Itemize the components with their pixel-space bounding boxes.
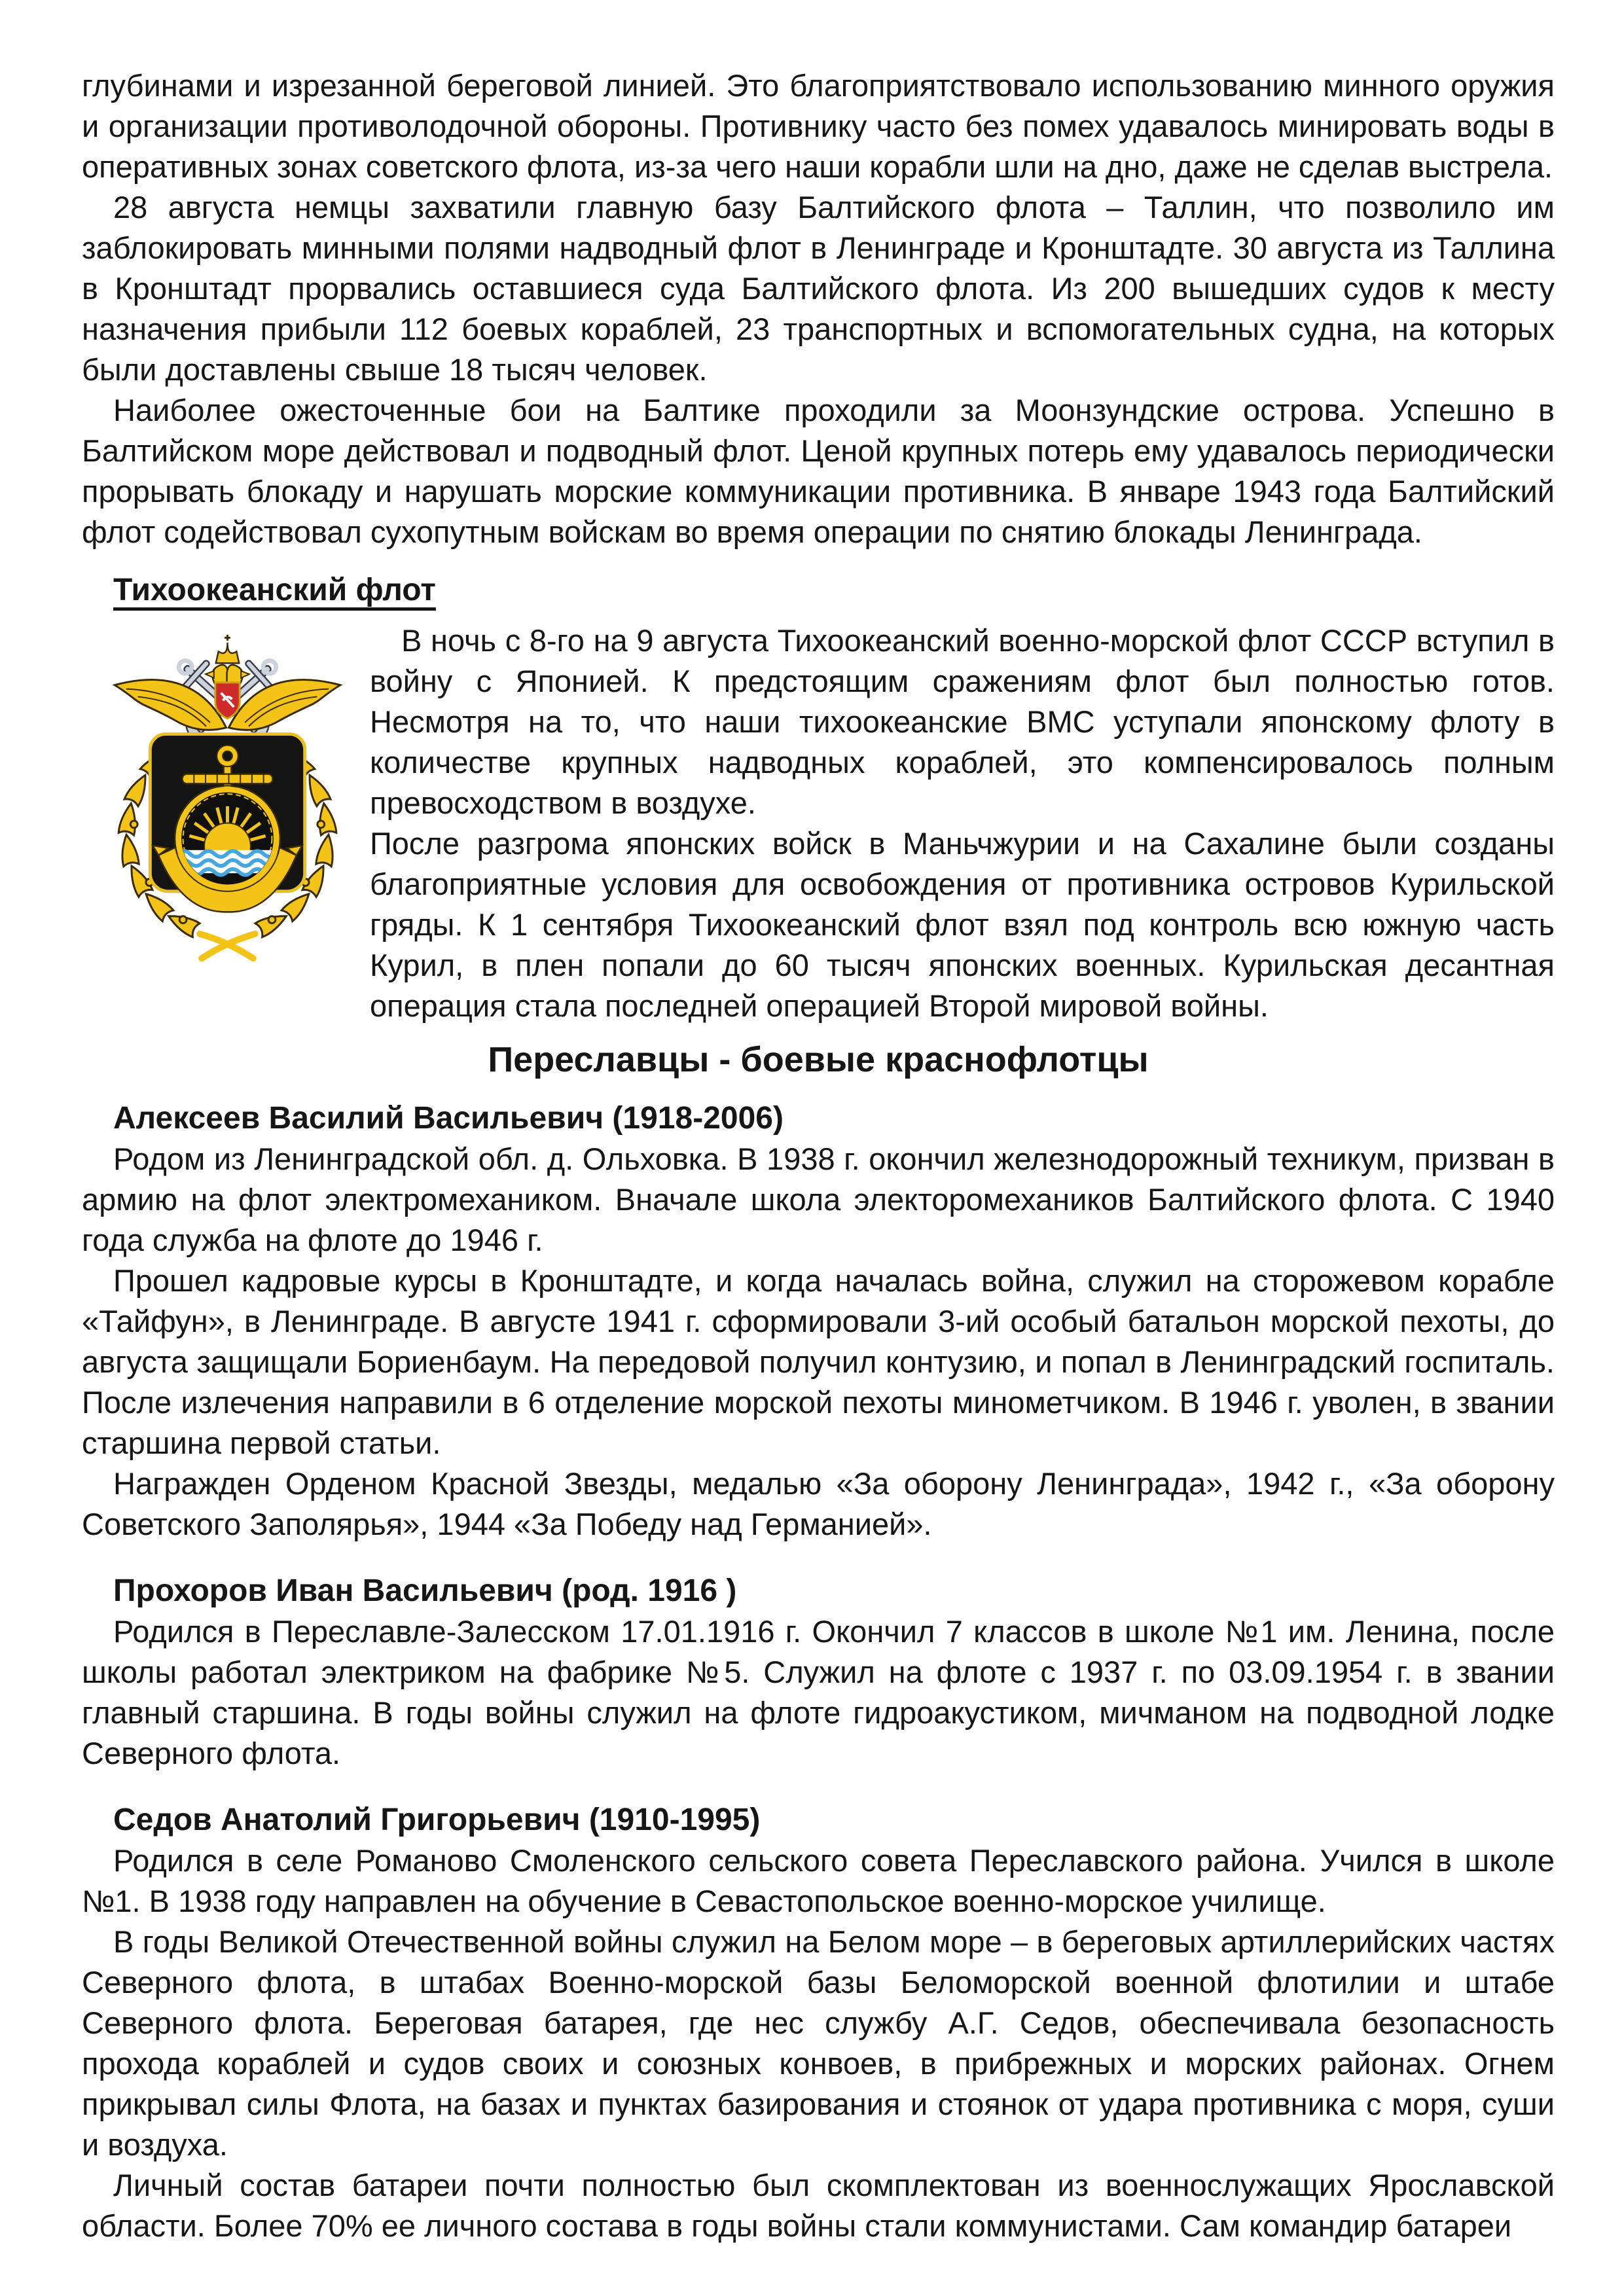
pacific-fleet-section — [82, 611, 1555, 1026]
section-heading-pacific-fleet — [82, 569, 1555, 611]
pacific-fleet-text — [370, 620, 1555, 1026]
bio-alekseev-paragraph-1: Родом из Ленинградской обл. д. Ольховка. В 1938 г. окончил железнодорожный техникум, призван в армию на флот электромехаником. Вначале школа электоромехаников Балтийского флота. С 1940 года служба на флоте до 1946 г. — [82, 1141, 1555, 1257]
section-heading-text: Тихоокеанский флот — [113, 573, 436, 607]
bio-alekseev-paragraph-2: Прошел кадровые курсы в Кронштадте, и когда началась война, служил на сторожевом корабле «Тайфун», в Ленинграде. В августе 1941 г. сформировали 3-ий особый батальон морской пехоты, до августа защищали Бориенбаум. На передовой получил контузию, и попал в Ленинградский госпиталь. После излечения направили в 6 отделение морской пехоты минометчиком. В 1946 г. уволен, в звании старшина первой статьи. — [82, 1263, 1555, 1460]
wreath-stems — [200, 934, 255, 958]
intro-paragraph-3: Наиболее ожесточенные бои на Балтике проходили за Моонзундские острова. Успешно в Балтийском море действовал и подводный флот. Ценой крупных потерь ему удавалось периодически прорывать блокаду и нарушать морские коммуникации противника. В январе 1943 года Балтийский флот содействовал сухопутным войскам во время операции по снятию блокады Ленинграда. — [82, 393, 1555, 549]
pacific-paragraph-2: После разгрома японских войск в Маньчжурии и на Сахалине были созданы благоприятные условия для освобождения от противника островов Курильской гряды. К 1 сентября Тихоокеанский флот взял под контроль всю южную часть Курил, в плен попали до 60 тысяч японских военных. Курильская десантная операция стала последней операцией Второй мировой войны. — [370, 826, 1555, 1023]
pacific-fleet-emblem — [107, 631, 348, 969]
intro-paragraph-1: глубинами и изрезанной береговой линией. Это благоприятствовало использованию минного оружия и организации противолодочной обороны. Противнику часто без помех удавалось минировать воды в оперативных зонах советского флота, из-за чего наши корабли шли на дно, даже не сделав выстрела. — [82, 68, 1555, 184]
bio-name-prokhorov: Прохоров Иван Васильевич (род. 1916 ) — [113, 1573, 737, 1608]
bio-alekseev-paragraph-3: Награжден Орденом Красной Звезды, медалью «За оборону Ленинграда», 1942 г., «За оборону Советского Заполярья», 1944 «За Победу над Германией». — [82, 1466, 1555, 1541]
pacific-paragraph-1: В ночь с 8-го на 9 августа Тихоокеанский военно-морской флот СССР вступил в войну с Японией. К предстоящим сражениям флот был полностью готов. Несмотря на то, что наши тихоокеанские ВМС уступали японскому флоту в количестве крупных надводных кораблей, это компенсировалось полным превосходством в воздухе. — [370, 623, 1555, 820]
pacific-fleet-emblem-icon — [107, 631, 348, 969]
bio-prokhorov-paragraph-1: Родился в Переславле-Залесском 17.01.1916 г. Окончил 7 классов в школе №1 им. Ленина, после школы работал электриком на фабрике №5. Служил на флоте с 1937 г. по 03.09.1954 г. в звании главный старшина. В годы войны служил на флоте гидроакустиком, мичманом на подводной лодке Северного флота. — [82, 1614, 1555, 1770]
red-shield — [215, 683, 240, 719]
intro-paragraph-2: 28 августа немцы захватили главную базу Балтийского флота – Таллин, что позволило им заблокировать минными полями надводный флот в Ленинграде и Кронштадте. 30 августа из Таллина в Кронштадт прорвались оставшиеся суда Балтийского флота. Из 200 вышедших судов к месту назначения прибыли 112 боевых кораблей, 23 транспортных и вспомогательных судна, на которых были доставлены свыше 18 тысяч человек. — [82, 190, 1555, 387]
bio-sedov-paragraph-1: Родился в селе Романово Смоленского сельского совета Переславского района. Учился в школе №1. В 1938 году направлен на обучение в Севастопольское военно-морское училище. — [82, 1843, 1555, 1918]
page-title: Переславцы - боевые краснофлотцы — [488, 1040, 1149, 1079]
bio-name-sedov: Седов Анатолий Григорьевич (1910-1995) — [113, 1803, 761, 1837]
bio-sedov-paragraph-3: Личный состав батареи почти полностью был скомплектован из военнослужащих Ярославской области. Более 70% ее личного состава в годы войны стали коммунистами. Сам командир батареи — [82, 2168, 1555, 2243]
bio-sedov-paragraph-2: В годы Великой Отечественной войны служил на Белом море – в береговых артиллерийских частях Северного флота, в штабах Военно-морской базы Беломорской военной флотилии и штабе Северного флота. Береговая батарея, где нес службу А.Г. Седов, обеспечивала безопасность прохода кораблей и судов своих и союзных конвоев, в прибрежных и морских районах. Огнем прикрывал силы Флота, на базах и пунктах базирования и стоянок от удара противника с моря, суши и воздуха. — [82, 1924, 1555, 2162]
crown-icon — [216, 643, 239, 664]
bio-name-alekseev: Алексеев Василий Васильевич (1918-2006) — [113, 1101, 784, 1136]
